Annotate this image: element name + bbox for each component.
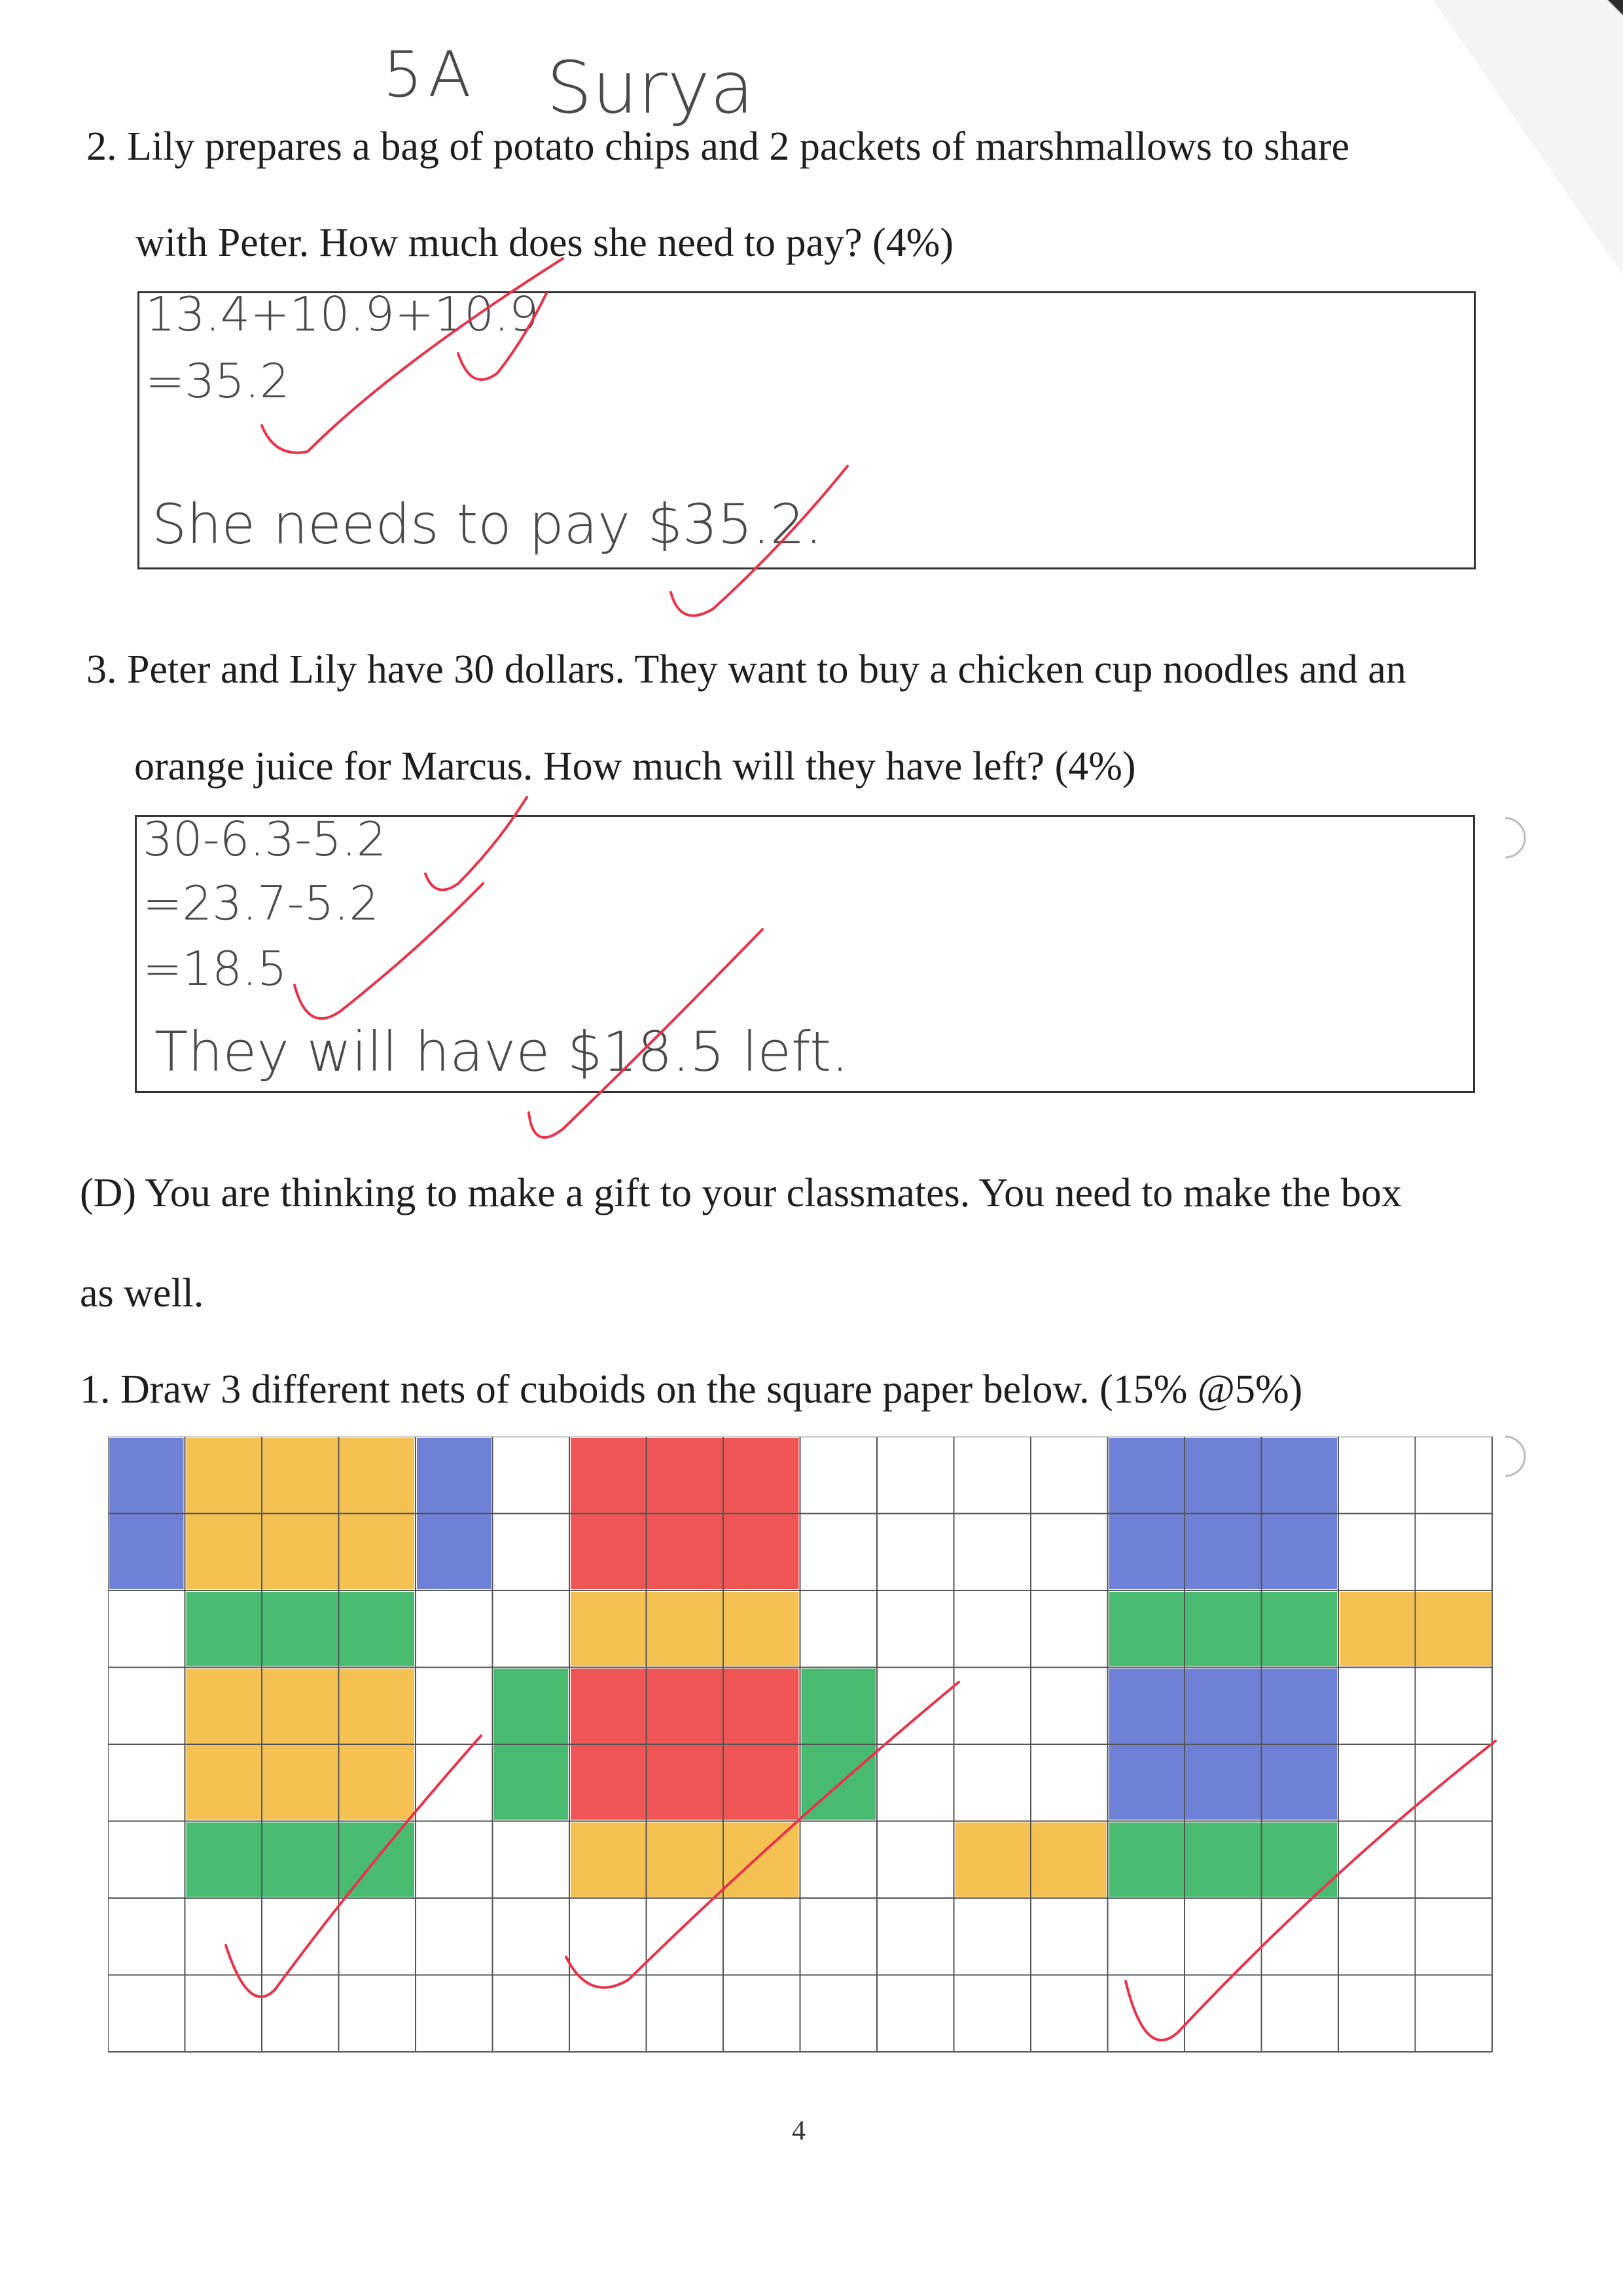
- question-3-line-2: orange juice for Marcus. How much will they have left? (4%): [134, 744, 1136, 789]
- section-d-line-1: (D) You are thinking to make a gift to your classmates. You need to make the box: [80, 1171, 1402, 1215]
- question-1-text: 1. Draw 3 different nets of cuboids on the square paper below. (15% @5%): [80, 1367, 1303, 1412]
- punch-hole-icon: [1505, 1437, 1525, 1476]
- punch-hole-icon: [1505, 818, 1525, 857]
- answer-sentence: They will have $18.5 left.: [154, 1020, 849, 1084]
- net-face-green: [187, 1823, 415, 1897]
- work-line: =18.5: [143, 941, 287, 996]
- question-3-line-1: 3. Peter and Lily have 30 dollars. They want to buy a chicken cup noodles and an: [86, 647, 1406, 692]
- section-d-line-2: as well.: [80, 1271, 204, 1316]
- question-2-line-1: 2. Lily prepares a bag of potato chips and 2 packets of marshmallows to share: [86, 124, 1350, 169]
- square-paper-grid: [108, 1437, 1505, 2065]
- work-line: 30-6.3-5.2: [143, 812, 387, 867]
- answer-sentence: She needs to pay $35.2.: [152, 492, 823, 556]
- work-line: =35.2: [145, 353, 290, 408]
- question-2-line-2: with Peter. How much does she need to pay? (4%): [135, 221, 954, 265]
- page-number: 4: [792, 2116, 806, 2146]
- page-curl: [1433, 0, 1623, 275]
- class-label: 5A: [383, 38, 476, 111]
- net-face-yellow: [571, 1823, 799, 1897]
- student-name: Surya: [546, 46, 755, 130]
- net-face-yellow: [571, 1592, 799, 1666]
- work-line: 13.4+10.9+10.9: [145, 287, 539, 342]
- net-face-green: [1109, 1592, 1338, 1666]
- square-paper: [108, 1437, 1505, 2068]
- net-face-green: [187, 1592, 415, 1666]
- net-face-green: [1109, 1823, 1338, 1897]
- work-line: =23.7-5.2: [143, 876, 380, 931]
